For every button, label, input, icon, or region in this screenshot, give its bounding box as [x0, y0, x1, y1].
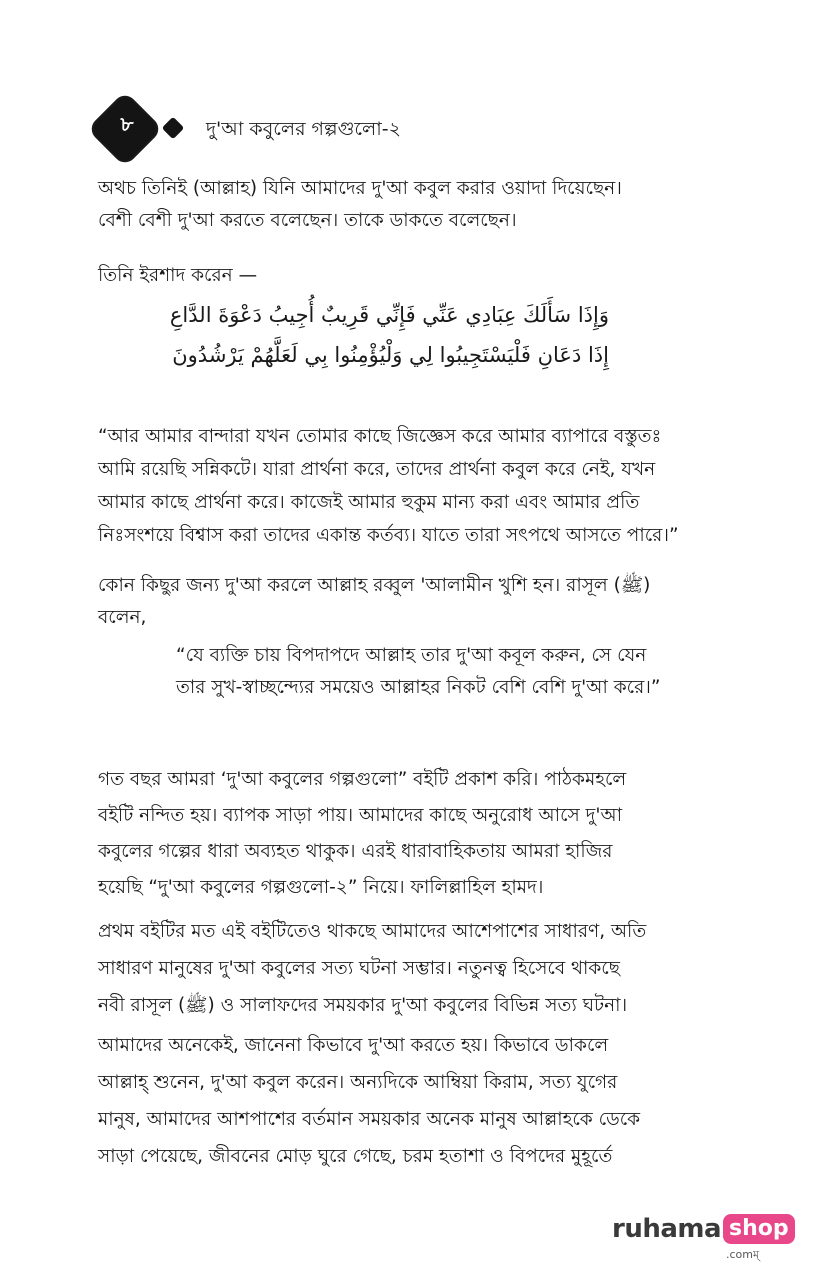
- paragraph-line: হয়েছি “দু'আ কবুলের গল্পগুলো-২” নিয়ে। ফালিল্লাহিল হামদ।: [98, 877, 544, 898]
- paragraph-1: [98, 173, 722, 237]
- page-number: ৮: [120, 112, 134, 136]
- paragraph-line: কোন কিছুর জন্য দু'আ করলে আল্লাহ রব্বুল 'আলামীন খুশি হন। রাসূল (ﷺ): [98, 575, 651, 596]
- logo-text: ruhama: [612, 1214, 722, 1244]
- publisher-logo: [612, 1212, 795, 1246]
- running-title: দু'আ কবুলের গল্পগুলো-২: [206, 118, 401, 140]
- paragraph-line: “আর আমার বান্দারা যখন তোমার কাছে জিজ্ঞেস করে আমার ব্যাপারে বস্তুতঃ: [98, 426, 662, 447]
- hadith-quote: [176, 640, 722, 704]
- paragraph-line: আল্লাহ্ শুনেন, দু'আ কবুল করেন। অন্যদিকে আম্বিয়া কিরাম, সত্য যুগের: [98, 1072, 618, 1093]
- paragraph-line: “যে ব্যক্তি চায় বিপদাপদে আল্লাহ তার দু'আ কবূল করুন, সে যেন: [176, 645, 647, 666]
- diamond-ornament: [162, 117, 185, 140]
- paragraph-line: বইটি নন্দিত হয়। ব্যাপক সাড়া পায়। আমাদের কাছে অনুরোধ আসে দু'আ: [98, 805, 623, 826]
- paragraph-line: সাধারণ মানুষের দু'আ কবুলের সত্য ঘটনা সম্ভার। নতুনত্ব হিসেবে থাকছে: [98, 958, 620, 979]
- paragraph-line: তার সুখ-স্বাচ্ছন্দ্যের সময়েও আল্লাহর নিকট বেশি বেশি দু'আ করে।”: [176, 677, 661, 698]
- arabic-verse-line: وَإِذَا سَأَلَكَ عِبَادِي عَنِّي فَإِنِّي قَرِيبٌ أُجِيبُ دَعْوَةَ الدَّاعِ: [169, 303, 609, 327]
- verse-translation: [98, 420, 722, 552]
- logo-badge: shop: [723, 1214, 795, 1244]
- paragraph-line: আমার কাছে প্রার্থনা করে। কাজেই আমার হুকুম মান্য করা এবং আমার প্রতি: [98, 492, 640, 513]
- paragraph-3: [98, 762, 722, 906]
- paragraph-line: বেশী বেশী দু'আ করতে বলেছেন। তাকে ডাকতে বলেছেন।: [98, 210, 517, 231]
- paragraph-line: নিঃসংশয়ে বিশ্বাস করা তাদের একান্ত কর্তব্য। যাতে তারা সৎপথে আসতে পারে।”: [98, 525, 679, 546]
- paragraph-5: [98, 1027, 722, 1175]
- paragraph-line: অথচ তিনিই (আল্লাহ) যিনি আমাদের দু'আ কবুল করার ওয়াদা দিয়েছেন।: [98, 178, 622, 199]
- paragraph-line: আমি রয়েছি সন্নিকটে। যারা প্রার্থনা করে, তাদের প্রার্থনা কবুল করে নেই, যখন: [98, 459, 656, 480]
- paragraph-line: সাড়া পেয়েছে, জীবনের মোড় ঘুরে গেছে, চরম হতাশা ও বিপদের মুহূর্তে: [98, 1146, 613, 1167]
- paragraph-2: [98, 570, 722, 634]
- paragraph-line: আমাদের অনেকেই, জানেনা কিভাবে দু'আ করতে হয়। কিভাবে ডাকলে: [98, 1035, 609, 1056]
- paragraph-4: [98, 913, 722, 1024]
- paragraph-line: বলেন,: [98, 607, 147, 628]
- paragraph-line: প্রথম বইটির মত এই বইটিতেও থাকছে আমাদের আশেপাশের সাধারণ, অতি: [98, 921, 647, 942]
- logo-domain: .comম্: [726, 1248, 760, 1261]
- paragraph-line: মানুষ, আমাদের আশপাশের বর্তমান সময়কার অনেক মানুষ আল্লাহকে ডেকে: [98, 1109, 641, 1130]
- paragraph-line: নবী রাসূল (ﷺ) ও সালাফদের সময়কার দু'আ কবুলের বিভিন্ন সত্য ঘটনা।: [98, 995, 628, 1016]
- paragraph-line: কবুলের গল্পের ধারা অব্যহত থাকুক। এরই ধারাবাহিকতায় আমরা হাজির: [98, 841, 613, 862]
- intro-line: তিনি ইরশাদ করেন —: [98, 265, 258, 286]
- paragraph-line: গত বছর আমরা ‘দু'আ কবুলের গল্পগুলো” বইটি প্রকাশ করি। পাঠকমহলে: [98, 769, 627, 790]
- arabic-verse-line: إِذَا دَعَانِ فَلْيَسْتَجِيبُوا لِي وَلْيُؤْمِنُوا بِي لَعَلَّهُمْ يَرْشُدُونَ: [172, 343, 609, 367]
